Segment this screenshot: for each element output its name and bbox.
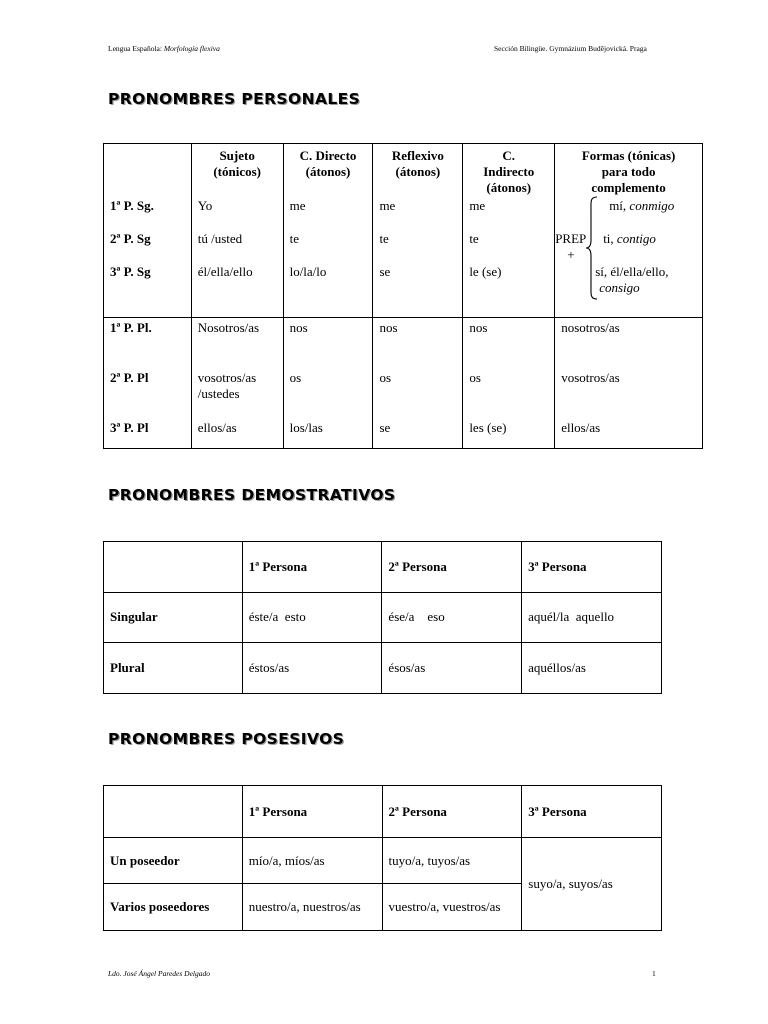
section-title-posesivos: PRONOMBRES POSESIVOS: [108, 730, 345, 748]
person-label: 2ª P. Pl: [110, 370, 149, 385]
pronoun-value: vosotros/as: [561, 370, 620, 385]
pronoun-value: Yo: [197, 197, 213, 213]
col-header: 3ª Persona: [522, 542, 662, 593]
singular-reflexivo-cell: [373, 198, 463, 318]
tonica-mi: mí, conmigo: [609, 197, 675, 213]
plural-reflexivo-cell: [373, 318, 463, 449]
col-header-tonicas: Formas (tónicas) para todo complemento: [555, 144, 703, 198]
pronoun-value: los/las: [289, 420, 323, 435]
table-cell: éstos/as: [242, 643, 382, 694]
pronoun-value: me: [469, 197, 486, 213]
plural-directo-cell: [283, 318, 373, 449]
page-number: 1: [652, 969, 656, 978]
pronoun-value: nosotros/as: [561, 320, 620, 335]
table-cell: aquéllos/as: [522, 643, 662, 694]
row-label: Varios poseedores: [104, 884, 243, 931]
col-header-sujeto: Sujeto (tónicos): [191, 144, 283, 198]
pronoun-value: te: [469, 230, 479, 246]
pronoun-value: os: [379, 370, 391, 385]
col-header: 3ª Persona: [522, 786, 662, 838]
corner-cell: [104, 786, 243, 838]
corner-cell: [104, 542, 243, 593]
col-header: 1ª Persona: [242, 542, 382, 593]
header-topic: Morfología flexiva: [163, 44, 220, 53]
pronoun-value: os: [469, 370, 481, 385]
col-header: 2ª Persona: [382, 786, 522, 838]
col-header: 2ª Persona: [382, 542, 522, 593]
table-cell: tuyo/a, tuyos/as: [382, 838, 522, 884]
pronoun-value: lo/la/lo: [289, 263, 327, 279]
person-label: 3ª P. Sg: [110, 263, 151, 279]
tonica-si: sí, él/ella/ello,: [595, 263, 669, 279]
page-header-right: Sección Bilingüe. Gymnázium Budějovická. Praga: [494, 44, 647, 53]
table-cell: mío/a, míos/as: [242, 838, 382, 884]
header-row: [104, 144, 703, 198]
row-label: Plural: [104, 643, 243, 694]
singular-person-cell: [104, 198, 192, 318]
table-cell: éste/a esto: [242, 592, 382, 643]
row-label: Un poseedor: [104, 838, 243, 884]
col-header-indirecto: C. Indirecto (átonos): [463, 144, 555, 198]
plural-tonicas-cell: [555, 318, 703, 449]
table-cell: aquél/la aquello: [522, 592, 662, 643]
page-header-left: [108, 44, 220, 53]
singular-tonicas-cell: [555, 198, 703, 318]
pronoun-value: tú /usted: [197, 230, 243, 246]
pronoun-value: vosotros/as /ustedes: [197, 370, 257, 401]
singular-indirecto-cell: [463, 198, 555, 318]
row-label: Singular: [104, 592, 243, 643]
table-cell: ése/a eso: [382, 592, 522, 643]
person-label: 3ª P. Pl: [110, 420, 149, 435]
pronoun-value: me: [379, 197, 396, 213]
curly-brace-icon: [585, 196, 599, 300]
table-row: [104, 838, 662, 884]
person-label: 1ª P. Sg.: [110, 197, 154, 213]
col-header-directo: C. Directo (átonos): [283, 144, 373, 198]
prep-label: PREP: [555, 230, 587, 246]
table-row: [104, 592, 662, 643]
table-cell: nuestro/a, nuestros/as: [242, 884, 382, 931]
tonica-si-italic: consigo: [599, 279, 640, 295]
personal-pronouns-table: [103, 143, 703, 449]
pronoun-value: él/ella/ello: [197, 263, 253, 279]
person-label: 1ª P. Pl.: [110, 320, 152, 335]
pronoun-value: le (se): [469, 263, 502, 279]
section-title-demostrativos: PRONOMBRES DEMOSTRATIVOS: [108, 486, 396, 504]
pronoun-value: les (se): [469, 420, 507, 435]
tonica-ti: ti, contigo: [603, 230, 656, 246]
person-label: 2ª P. Sg: [110, 230, 151, 246]
plural-sujeto-cell: [191, 318, 283, 449]
col-header-reflexivo: Reflexivo (átonos): [373, 144, 463, 198]
singular-directo-cell: [283, 198, 373, 318]
pronoun-value: me: [289, 197, 306, 213]
pronoun-value: nos: [379, 320, 398, 335]
col-header: 1ª Persona: [242, 786, 382, 838]
demonstrative-pronouns-table: [103, 541, 662, 694]
table-cell-shared: suyo/a, suyos/as: [522, 838, 662, 931]
plural-indirecto-cell: [463, 318, 555, 449]
pronoun-value: Nosotros/as: [197, 320, 260, 335]
page-footer-author: Ldo. José Ángel Paredes Delgado: [108, 969, 210, 978]
singular-sujeto-cell: [191, 198, 283, 318]
pronoun-value: ellos/as: [197, 420, 237, 435]
pronoun-value: nos: [469, 320, 488, 335]
possessive-pronouns-table: [103, 785, 662, 931]
pronoun-value: ellos/as: [561, 420, 601, 435]
header-row: [104, 542, 662, 593]
corner-cell: [104, 144, 192, 198]
pronoun-value: nos: [289, 320, 308, 335]
header-subject: Lengua Española:: [108, 44, 164, 53]
plural-rows: [104, 318, 703, 449]
table-cell: vuestro/a, vuestros/as: [382, 884, 522, 931]
pronoun-value: te: [379, 230, 389, 246]
plural-person-cell: [104, 318, 192, 449]
header-row: [104, 786, 662, 838]
plus-sign: +: [567, 246, 575, 262]
pronoun-value: se: [379, 263, 391, 279]
pronoun-value: os: [289, 370, 302, 385]
pronoun-value: te: [289, 230, 299, 246]
table-cell: ésos/as: [382, 643, 522, 694]
section-title-personales: PRONOMBRES PERSONALES: [108, 90, 361, 108]
singular-rows: [104, 198, 703, 318]
pronoun-value: se: [379, 420, 391, 435]
table-row: [104, 643, 662, 694]
